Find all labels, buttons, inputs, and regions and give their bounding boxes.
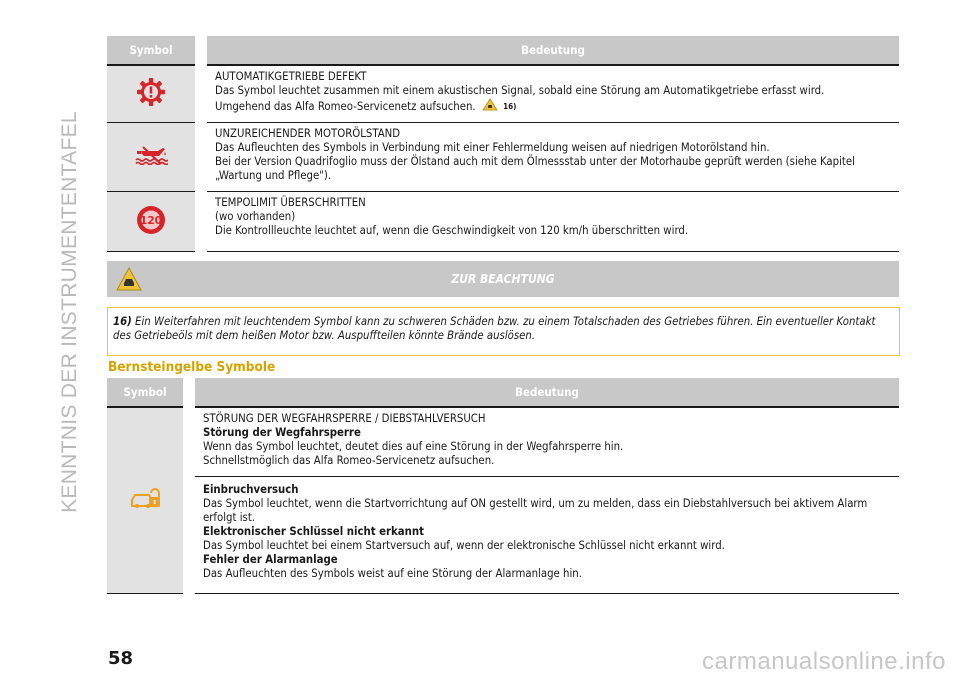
column-header-symbol: Symbol	[107, 36, 201, 65]
speed-limit-value: 120	[140, 214, 162, 227]
table-header-row	[107, 36, 899, 65]
red-symbols-table	[107, 36, 899, 252]
row-text: Bei der Version Quadrifoglio muss der Ölstand auch mit dem Ölmessstab unter der Motorhaube geprüft werden (siehe Kapitel „Wartung und Pflege").	[215, 155, 855, 182]
warning-header-bar	[107, 261, 899, 297]
row-divider	[195, 476, 899, 477]
row-title: AUTOMATIKGETRIEBE DEFEKT	[215, 70, 367, 83]
amber-symbols-table	[107, 378, 899, 594]
immobilizer-alarm-icon	[129, 485, 161, 511]
speed-limit-120-icon	[136, 205, 166, 235]
meaning-cell	[201, 65, 899, 123]
row-text: Schnellstmöglich das Alfa Romeo-Servicenetz aufsuchen.	[203, 454, 495, 467]
table-row	[107, 407, 899, 593]
low-engine-oil-level-icon	[134, 145, 168, 165]
row-title: UNZUREICHENDER MOTORÖLSTAND	[215, 127, 401, 140]
warning-car-icon	[115, 266, 143, 292]
page-number: 58	[108, 648, 134, 669]
row-text-inline	[215, 98, 899, 114]
row-text: Wenn das Symbol leuchtet, deutet dies auf eine Störung in der Wegfahrsperre hin.	[203, 440, 624, 453]
symbol-cell	[107, 123, 201, 192]
row-text: Umgehend das Alfa Romeo-Servicenetz aufsuchen.	[215, 100, 476, 113]
footnote-number: 16)	[113, 315, 132, 328]
side-chapter-title	[50, 12, 90, 612]
row-text: (wo vorhanden)	[215, 210, 296, 223]
row-text: Das Aufleuchten des Symbols weist auf eine Störung der Alarmanlage hin.	[203, 567, 582, 580]
column-header-meaning: Bedeutung	[189, 378, 899, 407]
automatic-transmission-fault-icon	[136, 77, 166, 107]
table-row	[107, 65, 899, 123]
symbol-cell	[107, 407, 189, 593]
table-row	[107, 192, 899, 252]
row-subheading: Einbruchversuch	[203, 483, 299, 496]
row-text: Das Symbol leuchtet, wenn die Startvorrichtung auf ON gestellt wird, um zu melden, dass ein Diebstahlversuch bei aktivem Alarm erfolgt ist.	[203, 497, 868, 524]
meaning-cell	[201, 123, 899, 192]
side-chapter-title-text: KENNTNIS DER INSTRUMENTENTAFEL	[58, 111, 81, 513]
row-title: TEMPOLIMIT ÜBERSCHRITTEN	[215, 196, 366, 209]
warning-title: ZUR BEACHTUNG	[451, 272, 555, 286]
row-title: STÖRUNG DER WEGFAHRSPERRE / DIEBSTAHLVERSUCH	[203, 412, 486, 425]
warning-triangle-icon	[482, 98, 498, 111]
table-header-row	[107, 378, 899, 407]
meaning-cell	[201, 192, 899, 252]
symbol-cell	[107, 65, 201, 123]
section-heading: Bernsteingelbe Symbole	[108, 359, 276, 375]
row-text: Das Aufleuchten des Symbols in Verbindung mit einer Fehlermeldung weisen auf niedrigen Motorölstand hin.	[215, 141, 770, 154]
warning-note-box	[107, 307, 900, 356]
symbol-cell	[107, 192, 201, 252]
watermark: carmanualsonline.info	[702, 648, 946, 675]
warning-text: Ein Weiterfahren mit leuchtendem Symbol kann zu schweren Schäden bzw. zu einem Totalschaden des Getriebes führen. Ein eventueller Kontakt des Getriebeöls mit dem heißen Motor bzw. Auspuffteilen könnte Brände auslösen.	[113, 315, 876, 342]
row-text: Das Symbol leuchtet bei einem Startversuch auf, wenn der elektronische Schlüssel nicht erkannt wird.	[203, 539, 725, 552]
row-subheading: Störung der Wegfahrsperre	[203, 426, 361, 439]
row-subheading: Elektronischer Schlüssel nicht erkannt	[203, 525, 424, 538]
row-subheading: Fehler der Alarmanlage	[203, 553, 338, 566]
meaning-cell	[189, 407, 899, 593]
footnote-reference: 16)	[503, 102, 517, 111]
column-header-symbol: Symbol	[107, 378, 189, 407]
row-text: Die Kontrollleuchte leuchtet auf, wenn die Geschwindigkeit von 120 km/h überschritten wird.	[215, 224, 689, 237]
row-text: Das Symbol leuchtet zusammen mit einem akustischen Signal, sobald eine Störung am Automatikgetriebe erfasst wird.	[215, 84, 825, 97]
column-header-meaning: Bedeutung	[201, 36, 899, 65]
table-row	[107, 123, 899, 192]
